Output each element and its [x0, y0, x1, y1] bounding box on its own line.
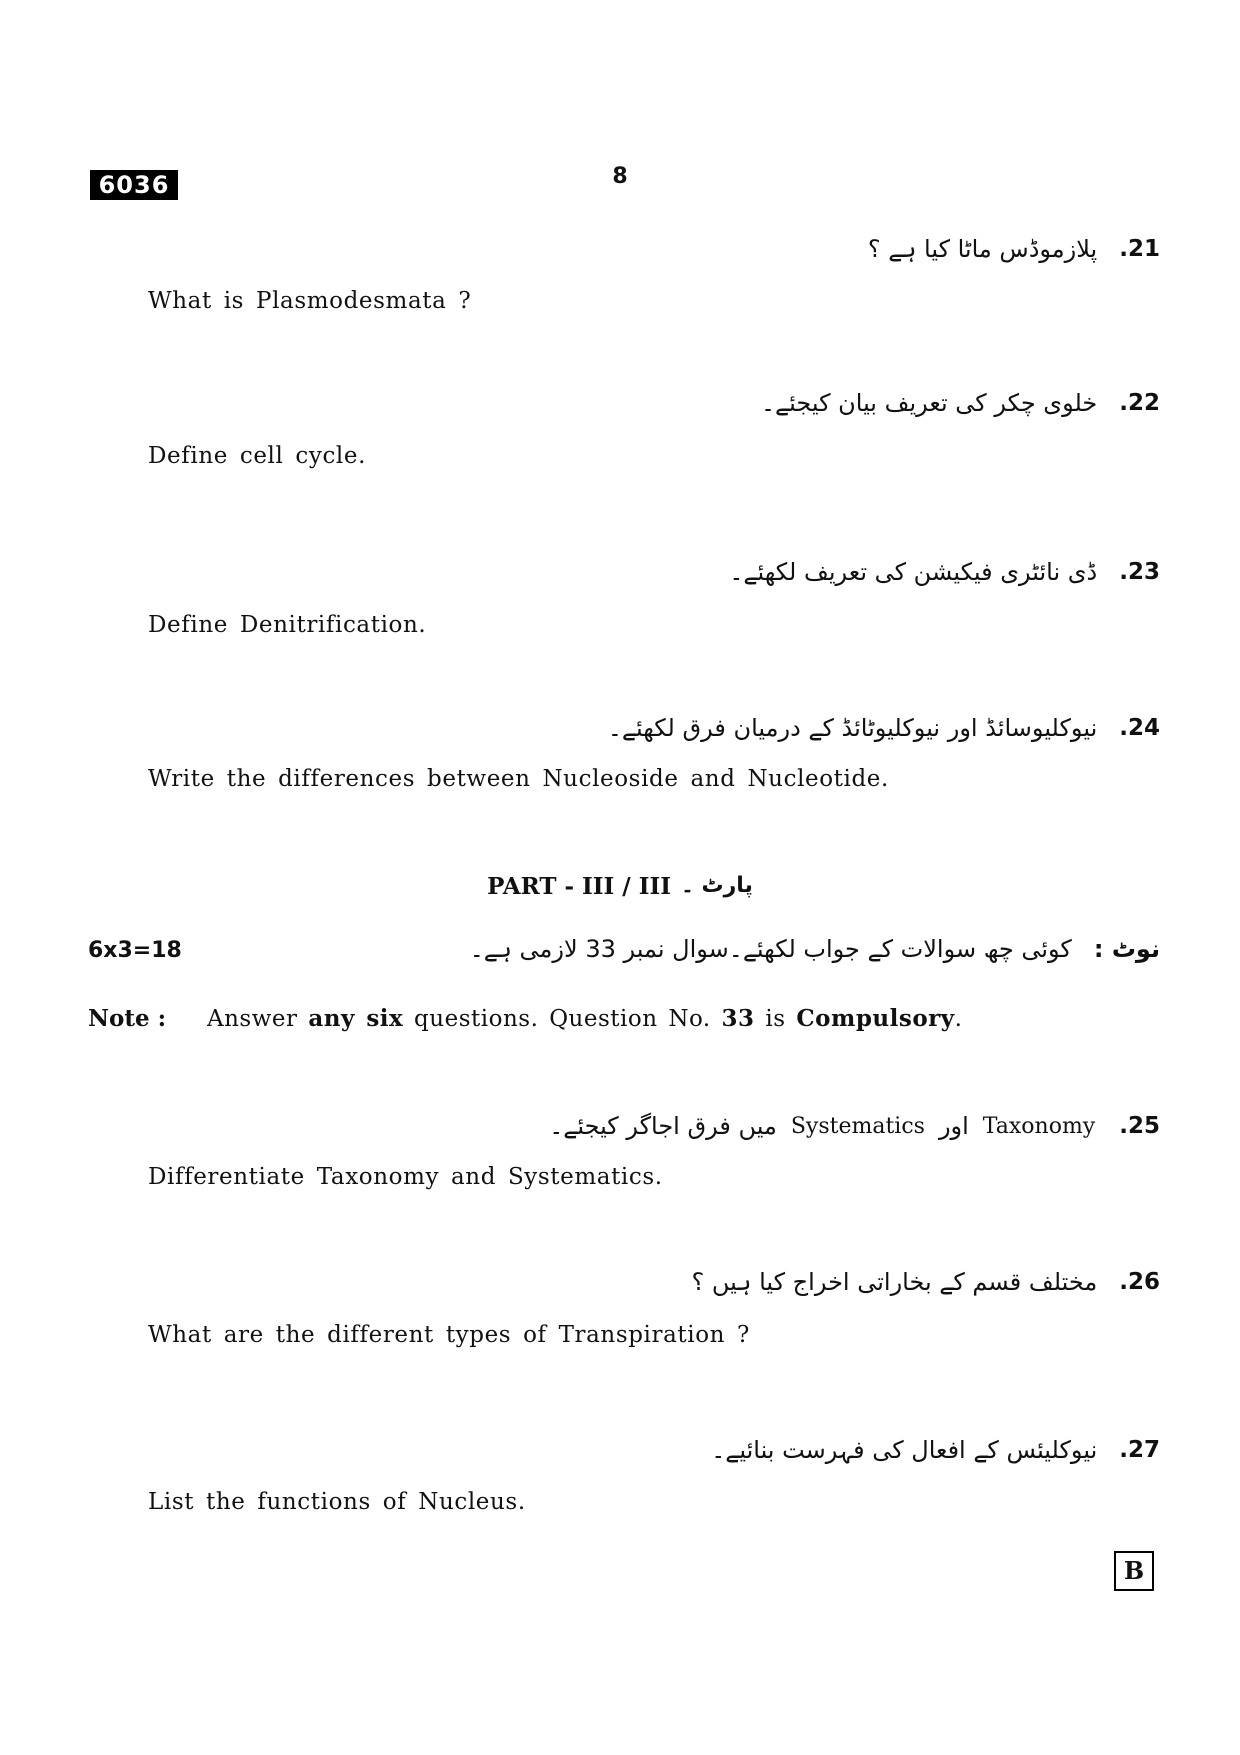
question-number: .21	[1119, 236, 1160, 262]
question-urdu-text: مختلف قسم کے بخاراتی اخراج کیا ہیں ؟	[691, 1268, 1098, 1296]
question-number: .23	[1119, 559, 1160, 585]
page-number: 8	[612, 164, 628, 189]
note-text	[207, 1005, 962, 1032]
note-emphasis-question-number: 33	[721, 1005, 755, 1032]
note-text-segment: Answer	[207, 1006, 309, 1032]
question-21-urdu-row	[868, 235, 1160, 263]
question-urdu-text: خلوی چکر کی تعریف بیان کیجئے۔	[760, 389, 1098, 417]
question-urdu-conjunction: اور	[938, 1112, 969, 1140]
question-22-english: Define cell cycle.	[148, 443, 367, 469]
question-22-urdu-row	[761, 389, 1160, 417]
question-term: Systematics	[790, 1113, 925, 1139]
question-26-english: What are the different types of Transpiration ?	[148, 1322, 750, 1348]
part-heading-urdu: پارٹ ۔	[680, 873, 753, 898]
question-urdu-text: نیوکلیوسائڈ اور نیوکلیوٹائڈ کے درمیان فرق لکھئے۔	[607, 714, 1098, 742]
part-heading-english: PART - III / III	[487, 873, 671, 900]
question-number: .26	[1119, 1269, 1160, 1295]
question-number: .24	[1119, 715, 1160, 741]
question-term: Taxonomy	[982, 1113, 1096, 1139]
question-urdu-text: نیوکلیئس کے افعال کی فہرست بنائیے۔	[711, 1436, 1098, 1464]
note-label: Note :	[88, 1005, 167, 1032]
booklet-series-box: B	[1114, 1551, 1154, 1591]
question-urdu-text: پلازموڈس ماٹا کیا ہے ؟	[867, 235, 1098, 263]
question-24-urdu-row	[608, 714, 1160, 742]
question-27-english: List the functions of Nucleus.	[148, 1489, 526, 1515]
question-number: .27	[1119, 1437, 1160, 1463]
question-26-urdu-row	[692, 1268, 1161, 1296]
question-23-english: Define Denitrification.	[148, 612, 427, 638]
question-number: .22	[1119, 390, 1160, 416]
question-23-urdu-row	[729, 558, 1160, 586]
question-24-english: Write the differences between Nucleoside and Nucleotide.	[148, 766, 889, 792]
paper-code-badge: 6036	[90, 170, 178, 200]
question-25-urdu-row	[549, 1112, 1160, 1140]
question-27-urdu-row	[711, 1436, 1160, 1464]
note-text-segment: questions. Question No.	[403, 1006, 722, 1032]
marks-allocation: 6x3=18	[88, 938, 182, 963]
note-text-segment: .	[954, 1006, 963, 1032]
question-urdu-text: ڈی نائٹری فیکیشن کی تعریف لکھئے۔	[729, 558, 1098, 586]
note-urdu-text: کوئی چھ سوالات کے جواب لکھئے۔سوال نمبر 33 لازمی ہے۔	[469, 935, 1072, 963]
question-urdu-text: میں فرق اجاگر کیجئے۔	[549, 1112, 777, 1140]
note-text-segment: is	[754, 1006, 797, 1032]
question-21-english: What is Plasmodesmata ?	[148, 288, 472, 314]
note-emphasis-compulsory: Compulsory	[796, 1005, 955, 1032]
note-urdu-row	[470, 935, 1160, 963]
note-emphasis-any-six: any six	[308, 1005, 404, 1032]
part-heading	[0, 873, 1240, 900]
note-urdu-label: نوٹ :	[1093, 935, 1160, 963]
question-number: .25	[1119, 1113, 1160, 1139]
question-25-english: Differentiate Taxonomy and Systematics.	[148, 1164, 663, 1190]
